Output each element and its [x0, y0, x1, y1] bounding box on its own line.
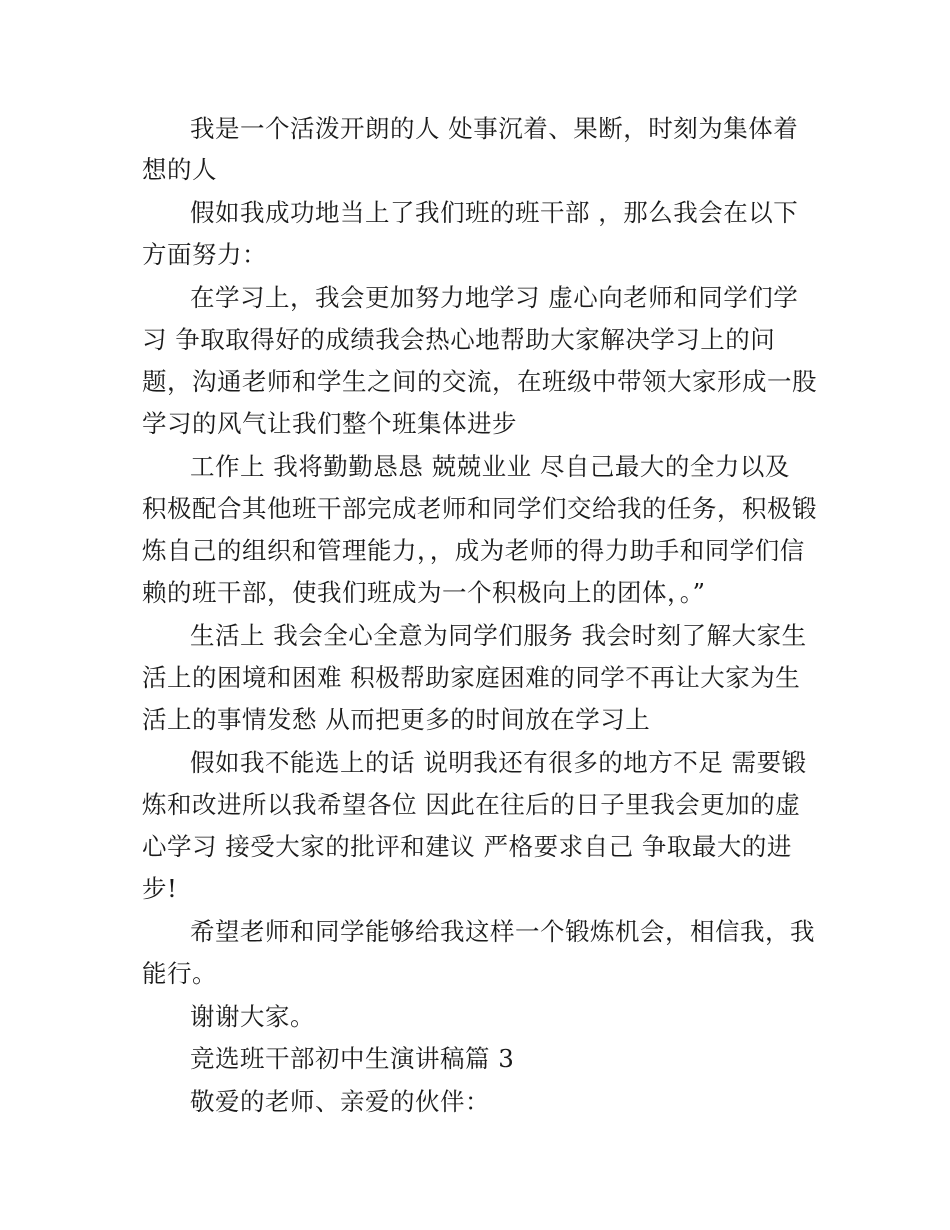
- section-heading: 竞选班干部初中生演讲稿篇 3: [190, 1044, 515, 1073]
- paragraph-line: 谢谢大家。: [190, 1002, 315, 1031]
- paragraph-line: 步!: [142, 874, 178, 903]
- paragraph-line: 能行。: [142, 959, 217, 988]
- paragraph-line: 活上的困境和困难 积极帮助家庭困难的同学不再让大家为生: [142, 663, 801, 692]
- paragraph-line: 习 争取取得好的成绩我会热心地帮助大家解决学习上的问: [142, 325, 776, 354]
- paragraph-line: 希望老师和同学能够给我这样一个锻炼机会，相信我，我: [190, 917, 815, 946]
- paragraph-line: 生活上 我会全心全意为同学们服务 我会时刻了解大家生: [190, 621, 807, 650]
- paragraph-line: 赖的班干部，使我们班成为一个积极向上的团体，。”: [142, 578, 706, 607]
- salutation-line: 敬爱的老师、亲爱的伙伴：: [190, 1087, 490, 1116]
- paragraph-line: 方面努力：: [142, 240, 267, 269]
- paragraph-line: 题，沟通老师和学生之间的交流，在班级中带领大家形成一股: [142, 367, 817, 396]
- paragraph-line: 活上的事情发愁 从而把更多的时间放在学习上: [142, 705, 651, 734]
- paragraph-line: 积极配合其他班干部完成老师和同学们交给我的任务，积极锻: [142, 494, 817, 523]
- paragraph-line: 心学习 接受大家的批评和建议 严格要求自己 争取最大的进: [142, 832, 792, 861]
- paragraph-line: 假如我成功地当上了我们班的班干部 ，那么我会在以下: [190, 198, 799, 227]
- paragraph-line: 假如我不能选上的话 说明我还有很多的地方不足 需要锻: [190, 748, 807, 777]
- paragraph-line: 在学习上，我会更加努力地学习 虚心向老师和同学们学: [190, 283, 799, 312]
- paragraph-line: 炼自己的组织和管理能力，，成为老师的得力助手和同学们信: [142, 536, 805, 565]
- paragraph-line: 炼和改进所以我希望各位 因此在往后的日子里我会更加的虚: [142, 790, 801, 819]
- paragraph-line: 学习的风气让我们整个班集体进步: [142, 409, 517, 438]
- paragraph-line: 我是一个活泼开朗的人 处事沉着、果断，时刻为集体着: [190, 114, 799, 143]
- paragraph-line: 工作上 我将勤勤恳恳 兢兢业业 尽自己最大的全力以及: [190, 452, 790, 481]
- paragraph-line: 想的人: [142, 155, 217, 184]
